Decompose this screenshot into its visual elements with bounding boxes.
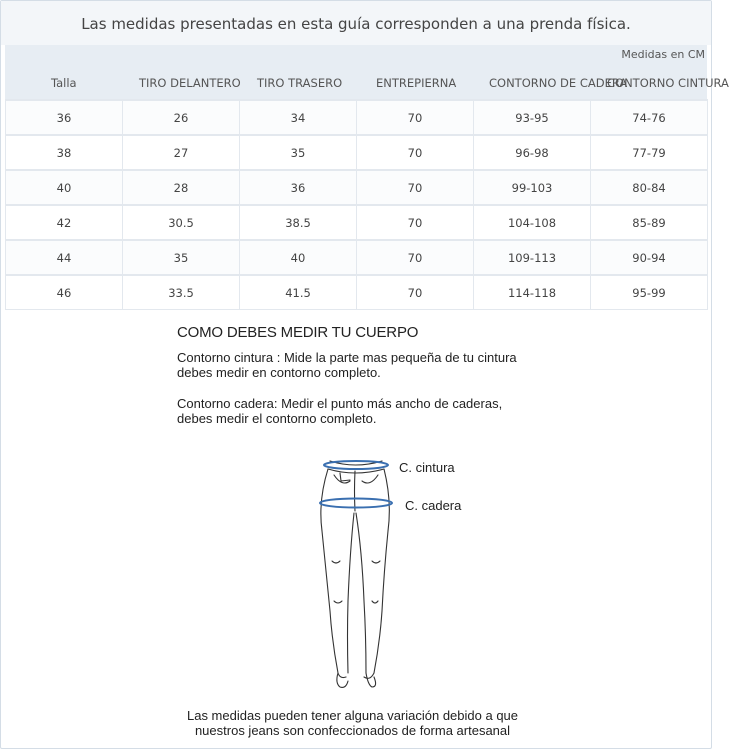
table-cell: 96-98 xyxy=(474,135,591,170)
table-cell: 30.5 xyxy=(123,205,240,240)
size-table xyxy=(5,99,708,310)
table-cell: 36 xyxy=(6,100,123,135)
table-header xyxy=(5,45,729,99)
header-entrepierna: ENTREPIERNA xyxy=(376,76,457,90)
table-row xyxy=(6,170,708,205)
table-cell: 93-95 xyxy=(474,100,591,135)
table-cell: 35 xyxy=(123,240,240,275)
hip-measure-line xyxy=(320,499,392,508)
table-row xyxy=(6,100,708,135)
jeans-illustration xyxy=(310,451,490,691)
waist-label: C. cintura xyxy=(399,460,455,475)
waist-instructions: Contorno cintura : Mide la parte mas pequeña de tu cintura debes medir en contorno completo. xyxy=(177,350,517,380)
table-cell: 80-84 xyxy=(591,170,708,205)
table-cell: 28 xyxy=(123,170,240,205)
header-talla: Talla xyxy=(51,76,77,90)
table-cell: 90-94 xyxy=(591,240,708,275)
table-row xyxy=(6,275,708,310)
table-cell: 33.5 xyxy=(123,275,240,310)
table-cell: 38 xyxy=(6,135,123,170)
table-cell: 114-118 xyxy=(474,275,591,310)
table-cell: 46 xyxy=(6,275,123,310)
table-cell: 40 xyxy=(6,170,123,205)
table-cell: 27 xyxy=(123,135,240,170)
hip-label: C. cadera xyxy=(405,498,462,513)
table-row xyxy=(6,240,708,275)
table-cell: 70 xyxy=(357,275,474,310)
measure-lines xyxy=(320,461,392,508)
measuring-guide xyxy=(5,310,707,748)
table-cell: 74-76 xyxy=(591,100,708,135)
table-cell: 109-113 xyxy=(474,240,591,275)
table-cell: 70 xyxy=(357,100,474,135)
table-cell: 104-108 xyxy=(474,205,591,240)
table-cell: 35 xyxy=(240,135,357,170)
disclaimer-banner: Las medidas presentadas en esta guía corresponden a una prenda física. xyxy=(1,1,711,45)
hip-instructions: Contorno cadera: Medir el punto más ancho de caderas, debes medir el contorno completo. xyxy=(177,396,503,426)
header-tiro-delantero: TIRO DELANTERO xyxy=(139,76,241,90)
table-cell: 99-103 xyxy=(474,170,591,205)
table-cell: 95-99 xyxy=(591,275,708,310)
units-label: Medidas en CM xyxy=(621,48,705,61)
table-cell: 70 xyxy=(357,135,474,170)
header-contorno-cintura: CONTORNO CINTURA xyxy=(607,76,729,90)
table-cell: 26 xyxy=(123,100,240,135)
table-row xyxy=(6,205,708,240)
table-cell: 70 xyxy=(357,240,474,275)
table-cell: 42 xyxy=(6,205,123,240)
guide-title: COMO DEBES MEDIR TU CUERPO xyxy=(177,324,419,341)
table-cell: 85-89 xyxy=(591,205,708,240)
header-contorno-cadera: CONTORNO DE CADERA xyxy=(489,76,628,90)
table-cell: 44 xyxy=(6,240,123,275)
variation-note: Las medidas pueden tener alguna variación debido a que nuestros jeans son confeccionados de forma artesanal xyxy=(186,708,519,738)
table-row xyxy=(6,135,708,170)
table-cell: 41.5 xyxy=(240,275,357,310)
table-cell: 40 xyxy=(240,240,357,275)
table-cell: 70 xyxy=(357,170,474,205)
table-cell: 36 xyxy=(240,170,357,205)
header-tiro-trasero: TIRO TRASERO xyxy=(257,76,343,90)
table-cell: 70 xyxy=(357,205,474,240)
table-cell: 77-79 xyxy=(591,135,708,170)
table-cell: 38.5 xyxy=(240,205,357,240)
table-cell: 34 xyxy=(240,100,357,135)
